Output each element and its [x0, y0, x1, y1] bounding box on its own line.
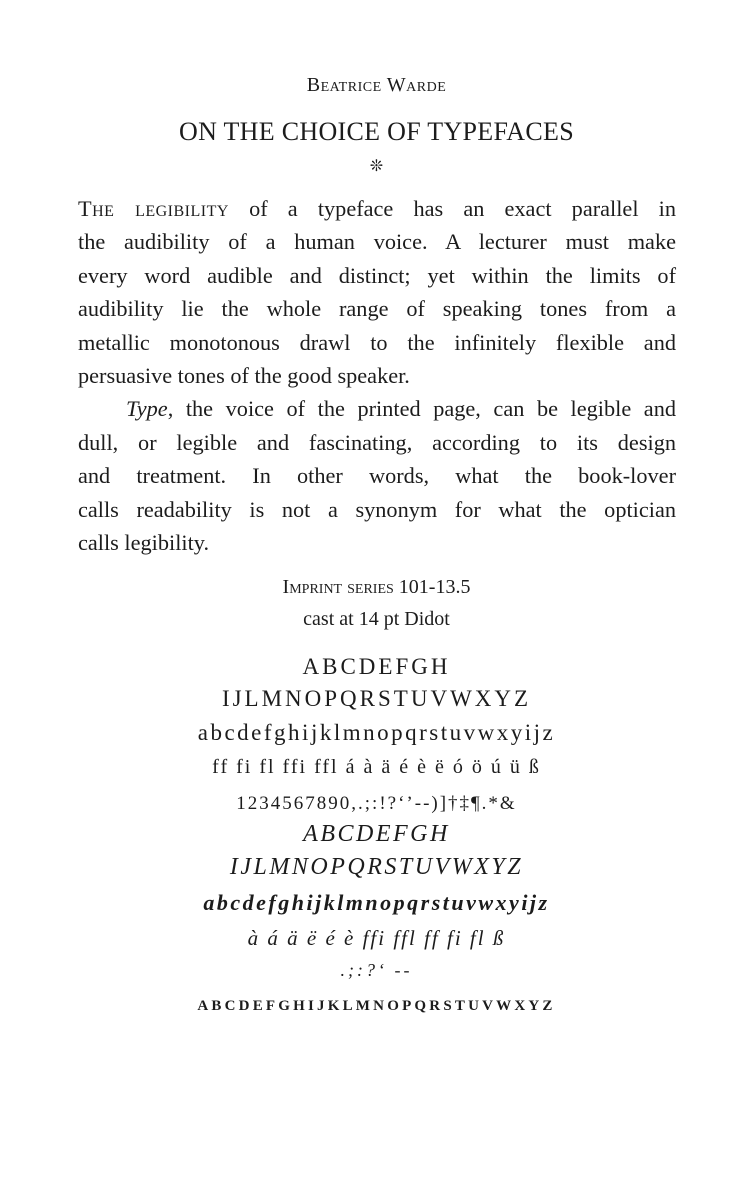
italic-punctuation-row: .;:?‘ --: [340, 960, 413, 980]
essay-body: [78, 192, 676, 559]
body-line: metallic monotonous drawl to the infinitely flexible and: [78, 329, 676, 355]
italic-lowercase-row: abcdefghijklmnopqrstuvwxyijz: [203, 890, 550, 915]
body-line: persuasive tones of the good speaker.: [78, 362, 410, 388]
italic-caps-row: ABCDEFGH: [303, 821, 450, 847]
roman-ligatures-row: ff fi fl ffi ffl á à ä é è ë ó ö ú ü ß: [212, 756, 541, 778]
body-line: The legibility of a typeface has an exact parallel in: [78, 196, 676, 221]
paragraph-lead: Type: [126, 396, 168, 422]
small-caps-row: ABCDEFGHIJKLMNOPQRSTUVWXYZ: [197, 998, 556, 1014]
roman-lowercase-row: abcdefghijklmnopqrstuvwxyijz: [197, 720, 556, 745]
body-line: audibility lie the whole range of speaking tones from a: [78, 296, 676, 322]
body-line: the audibility of a human voice. A lecturer must make: [78, 229, 676, 255]
body-line: calls readability is not a synonym for what the optician: [78, 496, 676, 522]
body-line: dull, or legible and fascinating, according to its design: [78, 429, 676, 455]
author-name: Beatrice Warde: [306, 74, 447, 96]
body-line: every word audible and distinct; yet within the limits of: [78, 262, 676, 288]
roman-figures-row: 1234567890,.;:!?‘’--)]†‡¶.*&: [236, 793, 517, 814]
specimen-series-label: Imprint series 101-13.5: [282, 576, 471, 598]
body-line: Type, the voice of the printed page, can be legible and: [126, 396, 676, 422]
body-line: calls legibility.: [78, 529, 210, 555]
essay-title: ON THE CHOICE OF TYPEFACES: [179, 117, 574, 146]
roman-caps-row: IJLMNOPQRSTUVWXYZ: [221, 686, 532, 711]
specimen-cast-label: cast at 14 pt Didot: [303, 608, 450, 630]
ornament: ❊: [369, 158, 384, 175]
italic-caps-row: IJLMNOPQRSTUVWXYZ: [229, 854, 524, 880]
body-line: and treatment. In other words, what the book-lover: [78, 463, 676, 489]
italic-ligatures-row: à á ä ë é è ffi ffl ff fi fl ß: [247, 926, 506, 950]
paragraph-lead: The legibility: [78, 196, 229, 221]
roman-caps-row: ABCDEFGH: [302, 654, 451, 679]
